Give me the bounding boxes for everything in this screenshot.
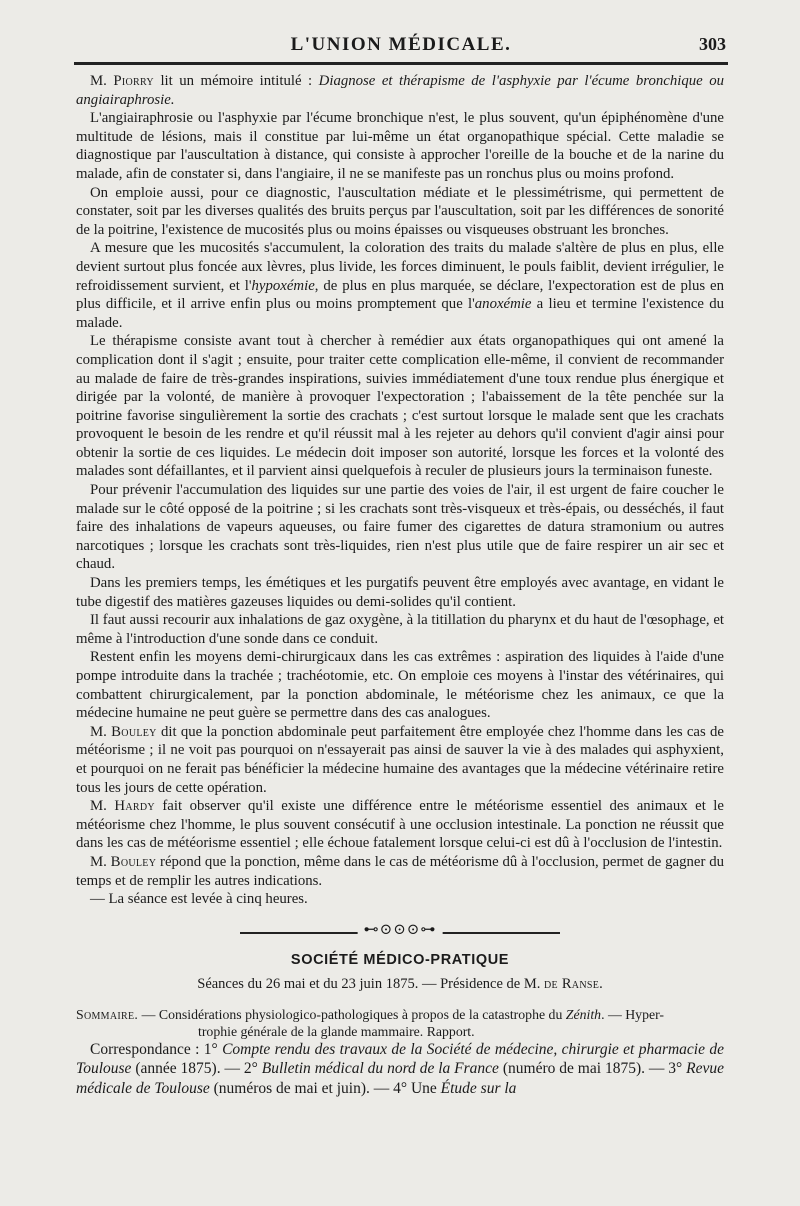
text-run: A mesure que les mucosités s'accumulent, la coloration des traits du malade s'altère de plus en plus, elle devient surtout plus foncée aux lèvres, plus livide, les forces diminuent, le pouls faiblit, devient irrégulier, le refroidissement survient, et l'	[76, 240, 724, 294]
corr-item1: Compte rendu des travaux de la Société de médecine, chirurgie et pharmacie de Toulouse	[76, 1040, 724, 1078]
paragraph	[76, 853, 724, 890]
paragraph	[76, 239, 724, 332]
text-run: fait observer qu'il existe une différence entre le météorisme essentiel des animaux et le météorisme chez l'homme, le plus souvent consécutif à une occlusion intestinale. La ponction ne réussit que dans les cas de météorisme essentiel ; elle échoue fatalement lorsque celui-ci est dû à l'occlusion de l'intestin.	[76, 798, 724, 852]
article-body	[76, 72, 724, 1098]
text-run: répond que la ponction, même dans le cas de météorisme dû à l'occlusion, permet de gagner du temps et de remplir les autres indications.	[76, 853, 725, 889]
paragraph-list	[76, 72, 724, 890]
corr-lead: Correspondance : 1°	[90, 1040, 223, 1058]
sommaire-zenith: Zénith	[565, 1006, 602, 1022]
text-run: Bouley	[111, 723, 157, 740]
sommaire	[76, 1006, 724, 1040]
header-rule	[74, 62, 728, 65]
corr-item2-rest: (numéro de mai 1875). — 3°	[498, 1060, 687, 1078]
sommaire-continuation: trophie générale de la glande mammaire. Rapport.	[198, 1023, 475, 1039]
text-run: a lieu et termine l'existence du malade.	[76, 296, 724, 331]
text-run: Hardy	[114, 798, 155, 815]
paragraph	[76, 574, 724, 611]
section-divider	[76, 919, 724, 945]
paragraph	[76, 109, 724, 183]
paragraph	[76, 723, 724, 797]
text-run: Bouley	[110, 853, 157, 870]
text-run: anoxémie	[474, 296, 532, 313]
correspondance	[76, 1040, 724, 1099]
page-number: 303	[699, 34, 726, 54]
text-run: On emploie aussi, pour ce diagnostic, l'auscultation médiate et le plessimétrisme, qui permettent de constater, soit par les diverses qualités des bruits perçus par l'auscultation, soit par les différences de sonorité de la poitrine, l'existence de mucosités plus ou moins épaisses ou visqueuses obstruant les bronches.	[76, 184, 724, 238]
text-run: Il faut aussi recourir aux inhalations de gaz oxygène, à la titillation du pharynx et du haut de l'œsophage, et même à l'introduction d'une sonde dans ce conduit.	[76, 612, 724, 647]
paragraph	[76, 797, 724, 853]
text-run: dit que la ponction abdominale peut parfaitement être employée chez l'homme dans les cas de météorisme ; il ne voit pas pourquoi on n'essayerait pas ainsi de sauver la vie à des malades qui asphyxient, et pourquoi on ne ferait pas bénéficier la médecine humaine des avantages que la médecine vétérinaire retire tous les jours de cette opération.	[76, 723, 724, 796]
text-run: , de plus en plus marquée, se déclare, l'expectoration est de plus en plus difficile, et il arrive enfin plus ou moins promptement que l'	[76, 277, 725, 313]
paragraph	[76, 184, 724, 240]
text-run: Piorry	[113, 73, 154, 89]
divider-ornament: ⊷⊙⊙⊙⊶	[358, 921, 443, 940]
paragraph	[76, 648, 724, 722]
sommaire-label: Sommaire.	[76, 1006, 139, 1022]
subtitle-text: Séances du 26 mai et du 23 juin 1875. — Présidence de M.	[197, 976, 544, 993]
corr-item1-rest: (année 1875). — 2°	[131, 1060, 262, 1078]
closing-line: — La séance est levée à cinq heures.	[90, 891, 308, 908]
text-run: M.	[90, 798, 115, 815]
sommaire-text-a: — Considérations physiologico-pathologiques à propos de la catastrophe du	[138, 1006, 566, 1022]
text-run: Dans les premiers temps, les émétiques et les purgatifs peuvent être employés avec avantage, en vidant le tube digestif des matières gazeuses liquides ou demi-solides qu'il contient.	[76, 575, 724, 610]
president-name: de Ranse	[543, 976, 600, 993]
section-subtitle	[76, 975, 724, 994]
text-run: M.	[90, 73, 114, 89]
paragraph	[76, 332, 724, 481]
subtitle-end: .	[599, 976, 603, 993]
running-title: L'UNION MÉDICALE.	[290, 34, 512, 55]
sommaire-text-b: . — Hyper-	[601, 1006, 665, 1022]
corr-item2: Bulletin médical du nord de la France	[261, 1060, 499, 1078]
paragraph	[76, 481, 724, 574]
page-header	[74, 34, 728, 62]
text-run: lit un mémoire intitulé :	[153, 73, 319, 89]
text-run: Diagnose et thérapisme de l'asphyxie par l'écume bronchique ou angiairaphrosie.	[76, 73, 725, 108]
text-run: L'angiairaphrosie ou l'asphyxie par l'écume bronchique n'est, le plus souvent, qu'un épiphénomène d'une multitude de lésions, mais il constitue par lui-même un état organopathique spécial. Cette maladie se diagnostique par l'auscultation à distance, qui consiste à approcher l'oreille de la bouche et de la narine du malade, afin de constater si, dans l'angiaire, il ne se manifeste pas un ronchus plus ou moins profond.	[76, 110, 724, 182]
paragraph	[76, 611, 724, 648]
corr-item3-rest: (numéros de mai et juin). — 4° Une	[209, 1079, 441, 1097]
text-run: Pour prévenir l'accumulation des liquides sur une partie des voies de l'air, il est urgent de faire coucher le malade sur le côté opposé de la poitrine ; si les crachats sont très-visqueux et très-épais, ou desséchés, il faut faire des inhalations de vapeurs aqueuses, ou faire fumer des cigarettes de datura stramonium ou autres narcotiques ; lorsque les crachats sont très-liquides, rien n'est plus utile que de faire respirer un air sec et chaud.	[76, 482, 724, 573]
text-run: M.	[90, 853, 111, 870]
section-title: SOCIÉTÉ MÉDICO-PRATIQUE	[290, 951, 510, 968]
text-run: Le thérapisme consiste avant tout à chercher à remédier aux états organopathiques qui ont amené la complication dont il s'agit ; ensuite, pour traiter cette complication elle-même, il convient de recommander au malade de faire de très-grandes inspirations, suivies immédiatement d'une toux rendue plus énergique et dirigée par la volonté, de manière à provoquer l'expectoration ; l'abaissement de la tête penchée sur la poitrine favorise singulièrement la sortie des crachats ; c'est surtout lorsque le malade sent que les crachats provoquent le besoin de les rendre et qu'il réussit mal à les rejeter au dehors qu'il convient d'agir ainsi pour obtenir la sortie de ces liquides. Le médecin doit imposer son autorité, lorsque les forces et la volonté des malades sont défaillantes, et il parvient ainsi quelquefois à reculer de plusieurs jours la terminaison funeste.	[76, 333, 724, 480]
corr-item3: Revue médicale de Toulouse	[76, 1060, 724, 1097]
text-run: M.	[90, 723, 112, 740]
corr-item4: Étude sur la	[440, 1079, 517, 1097]
text-run: hypoxémie	[251, 277, 315, 294]
paragraph	[76, 72, 724, 109]
text-run: Restent enfin les moyens demi-chirurgicaux dans les cas extrêmes : aspiration des liquides à l'aide d'une pompe introduite dans la trachée ; trachéotomie, etc. On emploie ces moyens à l'instar des vétérinaires, qui combattent chirurgicalement, par la ponction abdominale, le météorisme chez les animaux, ce que la médecine humaine ne peut guère se permettre dans des cas analogues.	[76, 649, 724, 722]
